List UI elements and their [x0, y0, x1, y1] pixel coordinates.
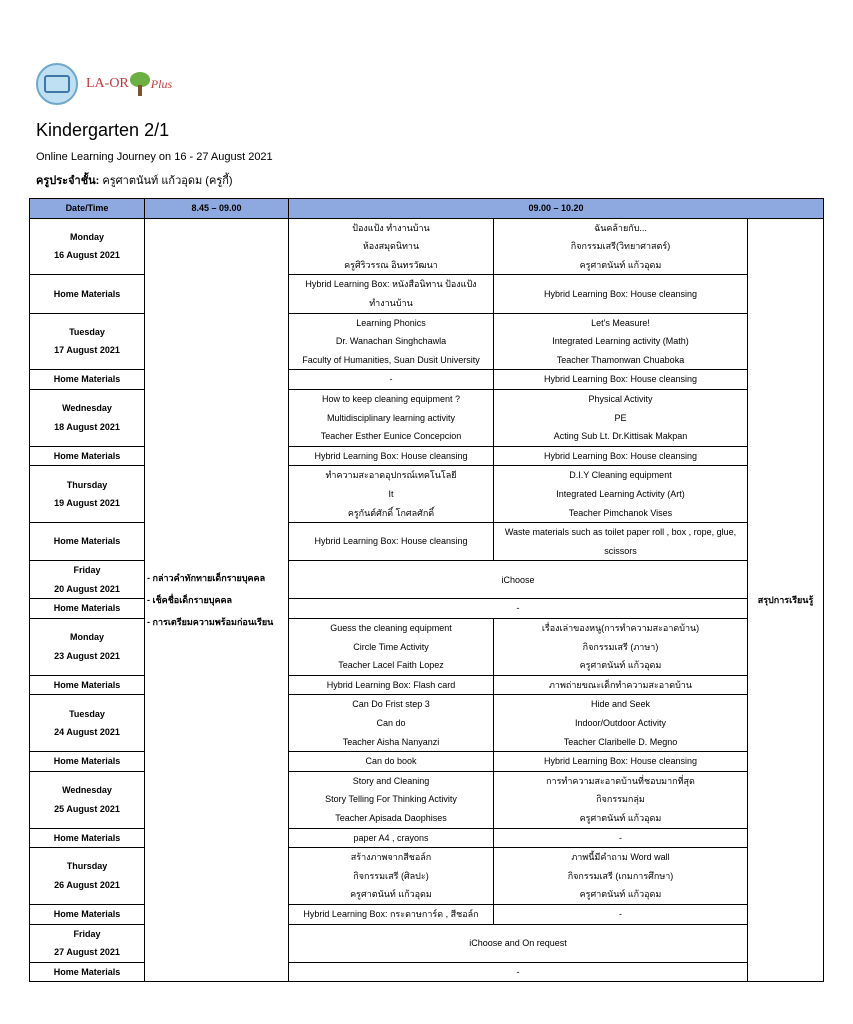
activity-line: ครูศาตนันท์ แก้วอุดม [579, 813, 662, 823]
activity-line: Acting Sub Lt. Dr.Kittisak Makpan [553, 431, 688, 442]
home-materials-label: Home Materials [30, 523, 145, 561]
activity-b [494, 466, 748, 523]
activity-line: Dr. Wanachan Singhchawla [335, 336, 447, 347]
activity-line: กิจกรรมเสรี(วิทยาศาสตร์) [570, 241, 671, 252]
activity-line: Hide and Seek [590, 699, 651, 710]
schedule-table [29, 198, 824, 982]
day-date: 16 August 2021 [54, 250, 120, 261]
activity-line: กิจกรรมเสรี (เกมการศึกษา) [567, 870, 674, 881]
home-materials-b: - [494, 904, 748, 924]
day-date: 24 August 2021 [54, 727, 120, 738]
activity-a [289, 313, 494, 370]
day-date: 25 August 2021 [54, 803, 120, 814]
home-materials-label: Home Materials [30, 962, 145, 982]
day-name: Wednesday [62, 785, 112, 796]
date-cell [30, 313, 145, 370]
activity-merged: iChoose [289, 561, 748, 599]
page-title: Kindergarten 2/1 [36, 120, 170, 140]
activity-b [494, 619, 748, 676]
activity-line: Integrated Learning activity (Math) [552, 336, 689, 347]
home-materials-label: Home Materials [30, 904, 145, 924]
day-name: Tuesday [69, 708, 105, 719]
activity-line: Teacher Thamonwan Chuaboka [556, 354, 685, 365]
activity-line: It [388, 488, 394, 499]
activity-line: การทำความสะอาดบ้านที่ชอบมากที่สุด [546, 775, 695, 786]
activity-line: ครูศาตนันท์ แก้วอุดม [350, 889, 432, 900]
activity-line: ทำความสะอาดอุปกรณ์เทคโนโลยี [325, 470, 457, 481]
col-header-date: Date/Time [30, 199, 145, 219]
activity-line: ครูศาตนันท์ แก้วอุดม [579, 889, 662, 900]
home-materials-b: Hybrid Learning Box: House cleansing [494, 752, 748, 772]
day-name: Thursday [66, 479, 108, 490]
day-date: 26 August 2021 [54, 880, 120, 891]
morning-routine-item: - กล่าวคำทักทายเด็กรายบุคคล [147, 572, 266, 583]
date-cell [30, 218, 145, 275]
date-cell [30, 695, 145, 752]
activity-line: Guess the cleaning equipment [330, 623, 452, 634]
day-name: Tuesday [69, 326, 105, 337]
summary-cell: สรุปการเรียนรู้ [748, 218, 824, 982]
col-header-morning: 8.45 – 09.00 [145, 199, 289, 219]
homeroom-teacher [36, 171, 233, 189]
activity-line: PE [614, 412, 627, 423]
activity-line: Story Telling For Thinking Activity [325, 794, 457, 805]
home-materials-b: Hybrid Learning Box: House cleansing [494, 446, 748, 466]
home-materials-a: Can do book [289, 752, 494, 772]
home-materials-a: paper A4 , crayons [289, 828, 494, 848]
activity-line: Teacher Lacel Faith Lopez [338, 660, 444, 671]
activity-merged: iChoose and On request [289, 924, 748, 962]
home-materials-label: Home Materials [30, 446, 145, 466]
home-materials-merged: - [289, 599, 748, 619]
activity-b [494, 695, 748, 752]
activity-b [494, 771, 748, 828]
activity-line: Teacher Aisha Nanyanzi [342, 736, 440, 747]
activity-line: Multidisciplinary learning activity [326, 412, 456, 423]
home-materials-label: Home Materials [30, 828, 145, 848]
home-materials-a: Hybrid Learning Box: Flash card [289, 675, 494, 695]
activity-line: Let's Measure! [591, 317, 650, 328]
home-materials-label: Home Materials [30, 275, 145, 313]
morning-routine-item: - การเตรียมความพร้อมก่อนเรียน [147, 616, 274, 627]
activity-line: Indoor/Outdoor Activity [574, 718, 667, 729]
activity-a [289, 466, 494, 523]
home-materials-b: Hybrid Learning Box: House cleansing [494, 275, 748, 313]
tree-icon [130, 72, 150, 96]
home-materials-b: - [494, 828, 748, 848]
activity-line: เรื่องเล่าของหนู(การทำความสะอาดบ้าน) [541, 623, 700, 634]
activity-line: Teacher Esther Eunice Concepcion [320, 431, 462, 442]
morning-routine-item: - เช็คชื่อเด็กรายบุคคล [147, 594, 233, 605]
home-materials-b: Waste materials such as toilet paper roll , box , rope, glue, scissors [494, 523, 748, 561]
activity-line: Teacher Apisada Daophises [335, 813, 447, 823]
day-name: Wednesday [62, 403, 112, 414]
home-materials-a: Hybrid Learning Box: หนังสือนิทาน ป้องแป้ง ทำงานบ้าน [289, 275, 494, 313]
day-name: Monday [69, 231, 104, 242]
home-materials-a: Hybrid Learning Box: กระดาษการ์ด , สีชอล์ก [289, 904, 494, 924]
activity-line: กิจกรรมกลุ่ม [596, 794, 645, 805]
home-materials-label: Home Materials [30, 675, 145, 695]
activity-line: กิจกรรมเสรี (ภาษา) [582, 641, 659, 652]
date-cell [30, 924, 145, 962]
activity-line: ครูศาตนันท์ แก้วอุดม [579, 259, 662, 270]
date-cell [30, 561, 145, 599]
activity-line: Teacher Pimchanok Vises [568, 507, 673, 518]
home-materials-a: Hybrid Learning Box: House cleansing [289, 523, 494, 561]
day-name: Friday [73, 928, 101, 939]
activity-b [494, 848, 748, 905]
home-materials-b: Hybrid Learning Box: House cleansing [494, 370, 748, 390]
activity-a [289, 218, 494, 275]
activity-a [289, 389, 494, 446]
header-logos [36, 62, 172, 106]
date-cell [30, 771, 145, 828]
activity-b [494, 218, 748, 275]
activity-line: Can Do Frist step 3 [352, 699, 430, 710]
page-subtitle: Online Learning Journey on 16 - 27 August 2021 [36, 151, 273, 163]
activity-a [289, 695, 494, 752]
table-row [30, 218, 824, 275]
activity-a [289, 771, 494, 828]
day-date: 17 August 2021 [54, 345, 120, 356]
activity-line: ฉันคล้ายกับ... [594, 222, 647, 233]
home-materials-label: Home Materials [30, 370, 145, 390]
home-materials-a: Hybrid Learning Box: House cleansing [289, 446, 494, 466]
home-materials-merged: - [289, 962, 748, 982]
activity-line: กิจกรรมเสรี (ศิลปะ) [353, 870, 429, 881]
activity-b [494, 389, 748, 446]
activity-line: Story and Cleaning [352, 775, 430, 786]
activity-line: ครูกันต์ศักดิ์ โกศลศักดิ์ [347, 507, 435, 518]
day-date: 18 August 2021 [54, 421, 120, 432]
day-date: 27 August 2021 [54, 947, 120, 958]
la-or-plus-logo: LA-OR Plus [86, 72, 172, 96]
date-cell [30, 389, 145, 446]
morning-routine-cell [145, 218, 289, 982]
activity-line: Can do [376, 718, 406, 729]
home-materials-label: Home Materials [30, 752, 145, 772]
day-name: Friday [73, 565, 101, 576]
teacher-name: ครูศาตนันท์ แก้วอุดม (ครูกี้) [99, 175, 233, 187]
home-materials-b: ภาพถ่ายขณะเด็กทำความสะอาดบ้าน [494, 675, 748, 695]
activity-line: Circle Time Activity [353, 641, 429, 652]
table-header-row [30, 199, 824, 219]
day-date: 19 August 2021 [54, 498, 120, 509]
date-cell [30, 848, 145, 905]
activity-b [494, 313, 748, 370]
date-cell [30, 619, 145, 676]
activity-a [289, 619, 494, 676]
activity-line: สร้างภาพจากสีชอล์ก [350, 852, 432, 863]
day-date: 23 August 2021 [54, 650, 120, 661]
activity-line: ห้องสมุดนิทาน [362, 241, 420, 252]
date-cell [30, 466, 145, 523]
activity-line: ครูศิริวรรณ อินทรวัฒนา [344, 259, 438, 270]
day-name: Monday [69, 632, 104, 643]
activity-line: ป้องแป้ง ทำงานบ้าน [352, 222, 430, 233]
activity-line: ภาพนี้มีคำถาม Word wall [571, 852, 670, 863]
school-seal-logo [36, 63, 78, 105]
activity-a [289, 848, 494, 905]
activity-line: ครูศาตนันท์ แก้วอุดม [579, 660, 662, 671]
activity-line: Integrated Learning Activity (Art) [556, 488, 685, 499]
teacher-label: ครูประจำชั้น: [36, 175, 100, 187]
activity-line: D.I.Y Cleaning equipment [569, 470, 672, 481]
activity-line: Teacher Claribelle D. Megno [563, 736, 678, 747]
day-date: 20 August 2021 [54, 583, 120, 594]
activity-line: Physical Activity [588, 393, 653, 404]
home-materials-a: - [289, 370, 494, 390]
activity-line: How to keep cleaning equipment ? [321, 393, 461, 404]
activity-line: Learning Phonics [356, 317, 426, 328]
activity-line: Faculty of Humanities, Suan Dusit University [302, 354, 480, 365]
col-header-main: 09.00 – 10.20 [289, 199, 824, 219]
home-materials-label: Home Materials [30, 599, 145, 619]
day-name: Thursday [66, 861, 108, 872]
